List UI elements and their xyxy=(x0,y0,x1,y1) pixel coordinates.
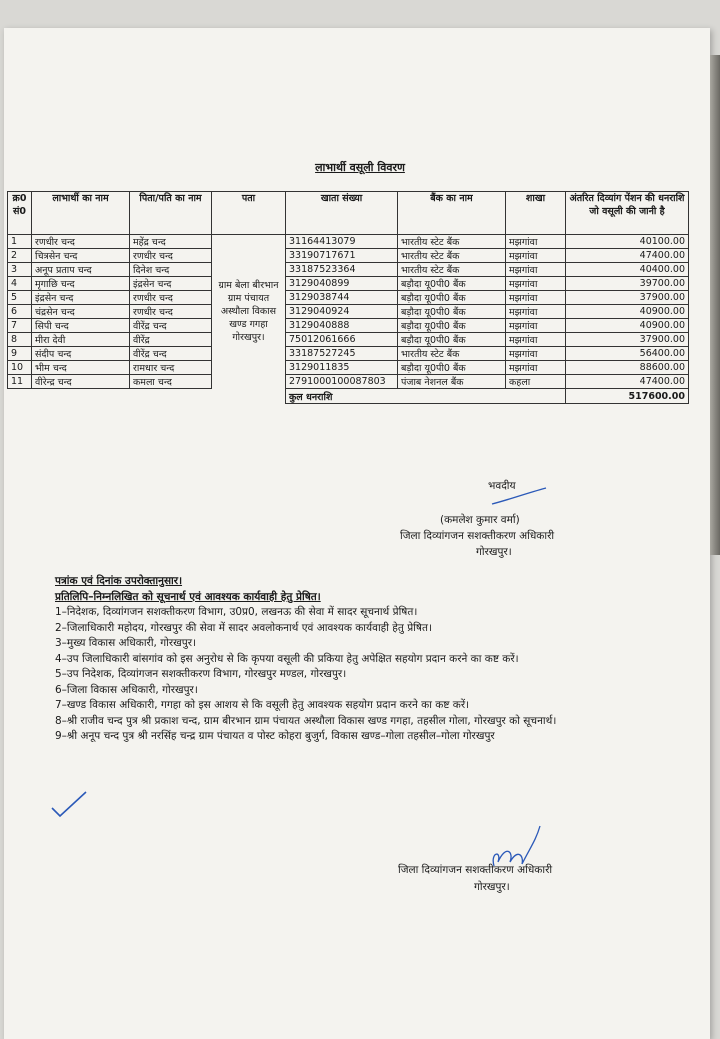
table-row xyxy=(8,235,689,249)
cell-amount: 56400.00 xyxy=(566,347,689,361)
table-row xyxy=(8,333,689,347)
table-header-row xyxy=(8,192,689,235)
cell-sn: 9 xyxy=(8,347,32,361)
cell-amount: 47400.00 xyxy=(566,249,689,263)
reference-line: पत्रांक एवं दिनांक उपरोक्तानुसार। xyxy=(55,575,183,587)
cell-sn: 3 xyxy=(8,263,32,277)
cell-bank: भारतीय स्टेट बैंक xyxy=(398,235,506,249)
cell-sn: 4 xyxy=(8,277,32,291)
copy-to-item: 3–मुख्य विकास अधिकारी, गोरखपुर। xyxy=(55,637,196,649)
cell-amount: 39700.00 xyxy=(566,277,689,291)
cell-sn: 1 xyxy=(8,235,32,249)
cell-bank: बड़ौदा यू0पी0 बैंक xyxy=(398,333,506,347)
header-father: पिता/पति का नाम xyxy=(130,192,212,235)
cell-branch: मझगांवा xyxy=(506,235,566,249)
header-name: लाभार्थी का नाम xyxy=(32,192,130,235)
cell-sn: 8 xyxy=(8,333,32,347)
cell-account: 3129040888 xyxy=(286,319,398,333)
cell-bank: बड़ौदा यू0पी0 बैंक xyxy=(398,277,506,291)
cell-branch: मझगांवा xyxy=(506,361,566,375)
cell-name: भीम चन्द xyxy=(32,361,130,375)
cell-amount: 37900.00 xyxy=(566,291,689,305)
cell-name: चंद्रसेन चन्द xyxy=(32,305,130,319)
cell-father: रामधार चन्द xyxy=(130,361,212,375)
cell-bank: भारतीय स्टेट बैंक xyxy=(398,263,506,277)
document-title: लाभार्थी वसूली विवरण xyxy=(315,161,405,174)
total-spacer xyxy=(8,389,286,404)
cell-father: महेंद्र चन्द xyxy=(130,235,212,249)
signature-block-2 xyxy=(398,862,552,896)
cell-bank: बड़ौदा यू0पी0 बैंक xyxy=(398,305,506,319)
copy-to-item: 6–जिला विकास अधिकारी, गोरखपुर। xyxy=(55,683,198,696)
officer-name: (कमलेश कुमार वर्मा) xyxy=(440,514,520,526)
table-row xyxy=(8,263,689,277)
officer-place-2: गोरखपुर। xyxy=(474,881,510,893)
cell-account: 33187523364 xyxy=(286,263,398,277)
cell-branch: मझगांवा xyxy=(506,277,566,291)
cell-amount: 37900.00 xyxy=(566,333,689,347)
cell-bank: बड़ौदा यू0पी0 बैंक xyxy=(398,361,506,375)
copy-to-item: 4–उप जिलाधिकारी बांसगांव को इस अनुरोध से कि कृपया वसूली की प्रकिया हेतु अपेक्षित सहयोग प्रदान करने का कष्ट करें। xyxy=(55,652,519,665)
cell-branch: मझगांवा xyxy=(506,291,566,305)
cell-sn: 11 xyxy=(8,375,32,389)
table-row xyxy=(8,277,689,291)
letter-body xyxy=(55,574,655,745)
cell-amount: 40100.00 xyxy=(566,235,689,249)
cell-name: सिपी चन्द xyxy=(32,319,130,333)
cell-name: अनूप प्रताप चन्द xyxy=(32,263,130,277)
header-address: पता xyxy=(212,192,286,235)
cell-account: 3129011835 xyxy=(286,361,398,375)
cell-father: वीरेंद्र xyxy=(130,333,212,347)
beneficiary-table xyxy=(7,191,689,404)
cell-sn: 2 xyxy=(8,249,32,263)
tick-mark xyxy=(48,790,88,818)
cell-name: मृगाछि चन्द xyxy=(32,277,130,291)
cell-amount: 40900.00 xyxy=(566,305,689,319)
cell-account: 3129040924 xyxy=(286,305,398,319)
cell-sn: 5 xyxy=(8,291,32,305)
cell-name: रणधीर चन्द xyxy=(32,235,130,249)
cell-name: वीरेन्द्र चन्द xyxy=(32,375,130,389)
header-amount: अंतरित दिव्यांग पेंशन की धनराशि जो वसूली की जानी है xyxy=(566,192,689,235)
cell-name: इंद्रसेन चन्द xyxy=(32,291,130,305)
header-branch: शाखा xyxy=(506,192,566,235)
copy-to-item: 7–खण्ड विकास अधिकारी, गगहा को इस आशय से कि वसूली हेतु आवश्यक सहयोग प्रदान करने का कष्ट करें। xyxy=(55,699,470,711)
table-row xyxy=(8,347,689,361)
table-row xyxy=(8,361,689,375)
cell-account: 3129040899 xyxy=(286,277,398,291)
page-edge-shadow xyxy=(710,55,720,555)
copy-to-item: 2–जिलाधिकारी महोदय, गोरखपुर की सेवा में सादर अवलोकनार्थ एवं आवश्यक कार्यवाही हेतु प्रेषित। xyxy=(55,621,432,634)
total-value: 517600.00 xyxy=(566,389,689,404)
header-bank: बैंक का नाम xyxy=(398,192,506,235)
table-row xyxy=(8,249,689,263)
cell-branch: मझगांवा xyxy=(506,249,566,263)
cell-name: मीरा देवी xyxy=(32,333,130,347)
cell-amount: 40400.00 xyxy=(566,263,689,277)
cell-name: संदीप चन्द xyxy=(32,347,130,361)
cell-branch: मझगांवा xyxy=(506,319,566,333)
document-page xyxy=(4,28,710,1039)
header-account: खाता संख्या xyxy=(286,192,398,235)
cell-address: ग्राम बेला बीरभान ग्राम पंचायत अस्थौला विकास खण्ड गगहा गोरखपुर। xyxy=(212,235,286,389)
copy-to-heading: प्रतिलिपि–निम्नलिखित को सूचनार्थ एवं आवश्यक कार्यवाही हेतु प्रेषित। xyxy=(55,590,321,603)
cell-father: दिनेश चन्द xyxy=(130,263,212,277)
cell-account: 3129038744 xyxy=(286,291,398,305)
cell-account: 33187527245 xyxy=(286,347,398,361)
cell-bank: भारतीय स्टेट बैंक xyxy=(398,347,506,361)
cell-branch: मझगांवा xyxy=(506,347,566,361)
signature-stroke xyxy=(490,486,548,506)
cell-amount: 47400.00 xyxy=(566,375,689,389)
cell-amount: 88600.00 xyxy=(566,361,689,375)
cell-father: वीरेंद्र चन्द xyxy=(130,347,212,361)
copy-to-item: 8–श्री राजीव चन्द पुत्र श्री प्रकाश चन्द, ग्राम बीरभान ग्राम पंचायत अस्थौला विकास खण्ड गगहा, तहसील गोला, गोरखपुर को सूचनार्थ। xyxy=(55,714,557,727)
cell-account: 2791000100087803 xyxy=(286,375,398,389)
copy-to-item: 9–श्री अनूप चन्द पुत्र श्री नरसिंह चन्द्र ग्राम पंचायत व पोस्ट कोहरा बुजुर्ग, विकास खण्ड–गोला तहसील–गोला गोरखपुर xyxy=(55,730,495,742)
cell-amount: 40900.00 xyxy=(566,319,689,333)
header-sn: क्र0 सं0 xyxy=(8,192,32,235)
cell-father: इंद्रसेन चन्द xyxy=(130,277,212,291)
cell-sn: 10 xyxy=(8,361,32,375)
table-row xyxy=(8,319,689,333)
cell-father: रणधीर चन्द xyxy=(130,249,212,263)
cell-father: रणधीर चन्द xyxy=(130,291,212,305)
table-row xyxy=(8,291,689,305)
table-row xyxy=(8,305,689,319)
cell-account: 75012061666 xyxy=(286,333,398,347)
cell-branch: मझगांवा xyxy=(506,263,566,277)
table-row xyxy=(8,375,689,389)
cell-account: 31164413079 xyxy=(286,235,398,249)
closing-text: भवदीय xyxy=(488,480,516,492)
total-label: कुल धनराशि xyxy=(286,389,566,404)
cell-name: चित्रसेन चन्द xyxy=(32,249,130,263)
officer-designation: जिला दिव्यांगजन सशक्तीकरण अधिकारी xyxy=(400,530,555,542)
cell-bank: भारतीय स्टेट बैंक xyxy=(398,249,506,263)
cell-bank: बड़ौदा यू0पी0 बैंक xyxy=(398,319,506,333)
cell-father: रणधीर चन्द xyxy=(130,305,212,319)
officer-place: गोरखपुर। xyxy=(476,546,512,558)
cell-sn: 6 xyxy=(8,305,32,319)
cell-bank: बड़ौदा यू0पी0 बैंक xyxy=(398,291,506,305)
cell-branch: कहला xyxy=(506,375,566,389)
cell-sn: 7 xyxy=(8,319,32,333)
copy-to-item: 5–उप निदेशक, दिव्यांगजन सशक्तीकरण विभाग, गोरखपुर मण्डल, गोरखपुर। xyxy=(55,668,347,680)
cell-bank: पंजाब नेशनल बैंक xyxy=(398,375,506,389)
officer-designation-2: जिला दिव्यांगजन सशक्तीकरण अधिकारी xyxy=(398,864,553,876)
cell-father: वीरेंद्र चन्द xyxy=(130,319,212,333)
copy-to-item: 1–निदेशक, दिव्यांगजन सशक्तीकरण विभाग, उ0प्र0, लखनऊ की सेवा में सादर सूचनार्थ प्रेषित। xyxy=(55,606,418,618)
cell-account: 33190717671 xyxy=(286,249,398,263)
total-row xyxy=(8,389,689,404)
cell-father: कमला चन्द xyxy=(130,375,212,389)
cell-branch: मझगांवा xyxy=(506,333,566,347)
cell-branch: मझगांवा xyxy=(506,305,566,319)
